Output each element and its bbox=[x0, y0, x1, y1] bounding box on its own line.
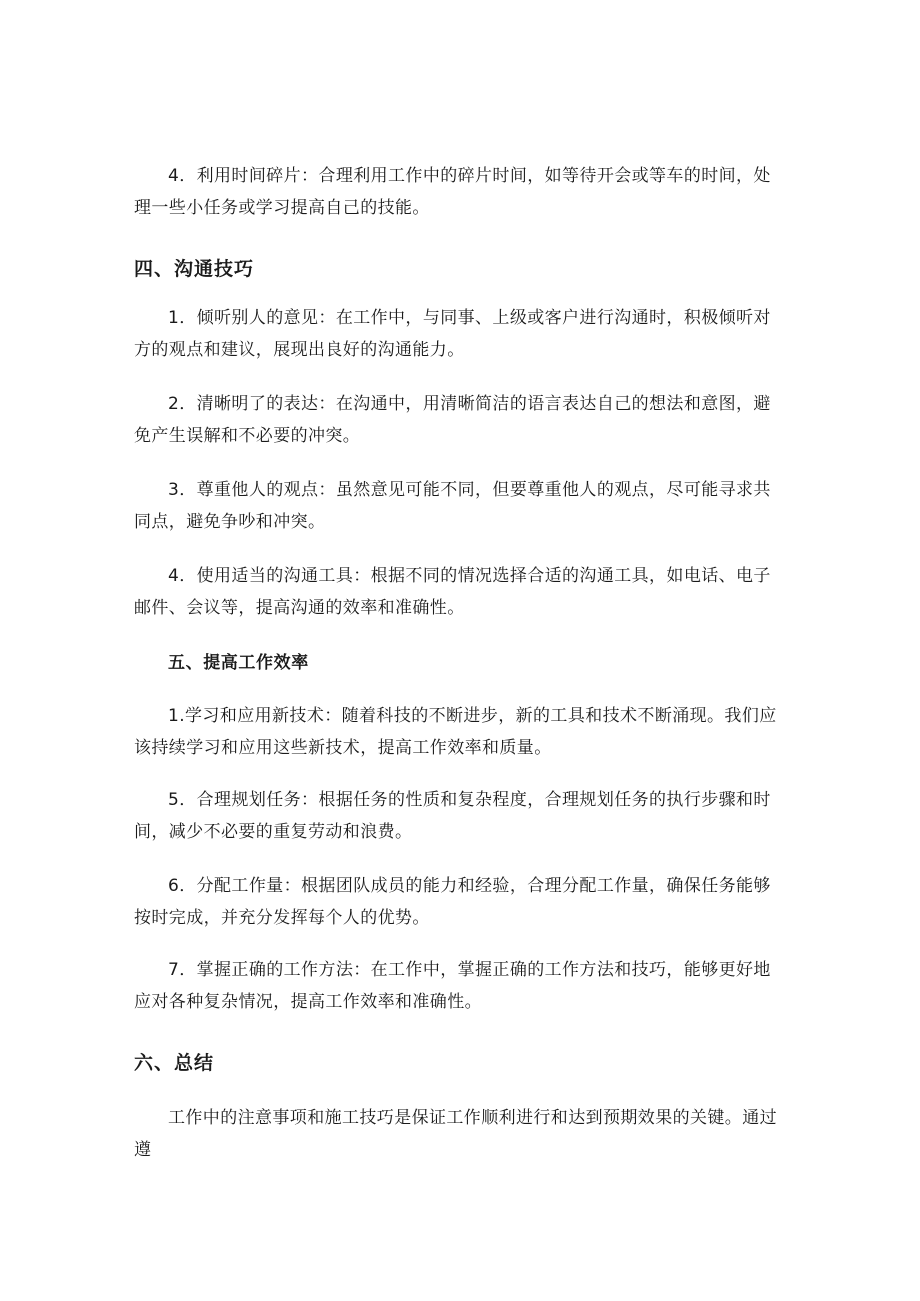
paragraph-clear-expression: 2．清晰明了的表达：在沟通中，用清晰简洁的语言表达自己的想法和意图，避免产生误解和不必要的冲突。 bbox=[134, 394, 771, 446]
paragraph-allocate-workload: 6．分配工作量：根据团队成员的能力和经验，合理分配工作量，确保任务能够按时完成，并充分发挥每个人的优势。 bbox=[134, 876, 771, 928]
paragraph-new-technology: 1.学习和应用新技术：随着科技的不断进步，新的工具和技术不断涌现。我们应该持续学习和应用这些新技术，提高工作效率和质量。 bbox=[134, 706, 777, 758]
paragraph-communication-tools: 4．使用适当的沟通工具：根据不同的情况选择合适的沟通工具，如电话、电子邮件、会议等，提高沟通的效率和准确性。 bbox=[134, 566, 771, 618]
section-heading-summary: 六、总结 bbox=[134, 1052, 215, 1074]
paragraph-time-fragments: 4．利用时间碎片：合理利用工作中的碎片时间，如等待开会或等车的时间，处理一些小任务或学习提高自己的技能。 bbox=[134, 166, 771, 218]
section-heading-communication: 四、沟通技巧 bbox=[134, 258, 255, 280]
paragraph-respect-views: 3．尊重他人的观点：虽然意见可能不同，但要尊重他人的观点，尽可能寻求共同点，避免争吵和冲突。 bbox=[134, 480, 771, 532]
section-heading-efficiency: 五、提高工作效率 bbox=[168, 653, 309, 673]
paragraph-summary: 工作中的注意事项和施工技巧是保证工作顺利进行和达到预期效果的关键。通过遵 bbox=[134, 1108, 777, 1160]
paragraph-listen: 1．倾听别人的意见：在工作中，与同事、上级或客户进行沟通时，积极倾听对方的观点和建议，展现出良好的沟通能力。 bbox=[134, 308, 771, 360]
paragraph-work-methods: 7．掌握正确的工作方法：在工作中，掌握正确的工作方法和技巧，能够更好地应对各种复杂情况，提高工作效率和准确性。 bbox=[134, 960, 771, 1012]
paragraph-plan-tasks: 5．合理规划任务：根据任务的性质和复杂程度，合理规划任务的执行步骤和时间，减少不必要的重复劳动和浪费。 bbox=[134, 790, 771, 842]
